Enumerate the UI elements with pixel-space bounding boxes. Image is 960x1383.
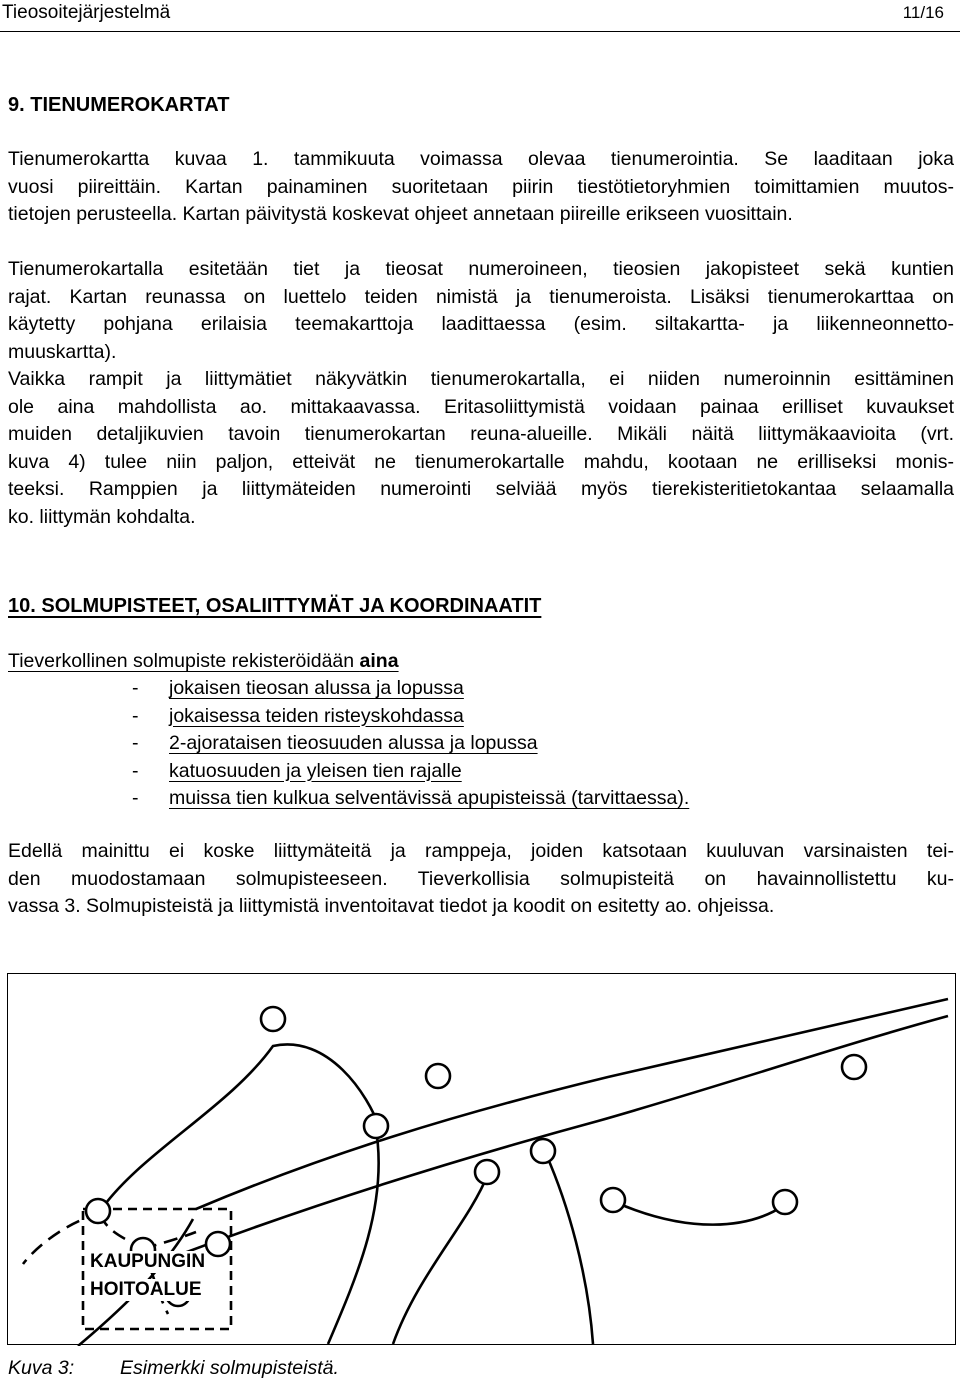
list-item-text: jokaisessa teiden risteyskohdassa bbox=[169, 704, 464, 727]
text-line: den muodostamaan solmupisteeseen. Tieverkollisia solmupisteitä on havainnollistettu ku- bbox=[8, 867, 954, 890]
text-line: käytetty pohjana erilaisia teemakarttoja laadittaessa (esim. siltakartta- ja liikenneonnetto- bbox=[8, 313, 954, 335]
document-title: Tieosoitejärjestelmä bbox=[2, 2, 171, 23]
list-dash: - bbox=[132, 732, 139, 754]
section-10-heading bbox=[8, 595, 541, 618]
figure-label-line-2: HOITOALUE bbox=[90, 1279, 202, 1300]
list-dash: - bbox=[132, 787, 139, 809]
section-9-paragraph-1 bbox=[8, 146, 954, 229]
text-line: Tienumerokartalla esitetään tiet ja tieosat numeroineen, tieosien jakopisteet sekä kuntien bbox=[8, 258, 954, 280]
south-road-3 bbox=[393, 1174, 488, 1344]
main-road-upper bbox=[196, 999, 948, 1209]
text-line: Edellä mainittu ei koske liittymäteitä ja ramppeja, joiden katsotaan kuuluvan varsinaisten tei- bbox=[8, 840, 954, 862]
section-9-heading: 9. TIENUMEROKARTAT bbox=[8, 94, 230, 116]
main-road-lower bbox=[168, 1016, 948, 1259]
node-point-figure bbox=[7, 973, 956, 1345]
text-line: vuosi piireittäin. Kartan painaminen suoritetaan piirin tiestötietoryhmien toimittamien muutos- bbox=[8, 175, 954, 198]
text-line: rajat. Kartan reunassa on luettelo teiden nimistä ja tienumeroista. Lisäksi tienumerokarttaa on bbox=[8, 285, 954, 308]
intro-emphasis: aina bbox=[359, 650, 399, 672]
node-point bbox=[86, 1199, 110, 1223]
text-line: teeksi. Ramppien ja liittymäteiden numerointi selviää myös tierekisteritietokantaa selaamalla bbox=[8, 478, 954, 500]
text-line: ko. liittymän kohdalta. bbox=[8, 505, 196, 528]
south-road-1 bbox=[328, 1129, 379, 1344]
loop-road bbox=[98, 1044, 380, 1214]
header-rule bbox=[0, 31, 960, 32]
node-point bbox=[773, 1190, 797, 1214]
node-point bbox=[842, 1055, 866, 1079]
node-point bbox=[475, 1160, 499, 1184]
text-line: tietojen perusteella. Kartan päivitystä koskevat ohjeet annetaan piireille erikseen vuosittain. bbox=[8, 203, 793, 225]
list-dash: - bbox=[132, 704, 139, 727]
list-item-text: jokaisen tieosan alussa ja lopussa bbox=[169, 677, 464, 699]
list-dash: - bbox=[132, 759, 139, 782]
text-line: muuskartta). bbox=[8, 340, 117, 363]
list-item bbox=[132, 758, 689, 786]
page-number: 11/16 bbox=[902, 3, 944, 22]
text-line: vassa 3. Solmupisteistä ja liittymistä inventoitavat tiedot ja koodit on esitetty ao. ohjeissa. bbox=[8, 895, 775, 917]
node-point bbox=[364, 1114, 388, 1138]
section-10-heading-text: 10. SOLMUPISTEET, OSALIITTYMÄT JA KOORDINAATIT bbox=[8, 595, 542, 617]
list-item-text: 2-ajorataisen tieosuuden alussa ja lopussa bbox=[169, 732, 538, 754]
section-10-paragraph bbox=[8, 838, 954, 921]
node-point-list bbox=[132, 675, 689, 813]
list-item bbox=[132, 785, 689, 813]
text-line: Vaikka rampit ja liittymätiet näkyvätkin tienumerokartalla, ei niiden numeroinnin esittäminen bbox=[8, 368, 954, 390]
section-10-intro bbox=[8, 648, 954, 676]
figure-caption-label: Kuva 3: bbox=[8, 1357, 75, 1379]
south-road-2 bbox=[546, 1154, 593, 1344]
figure-caption-text: Esimerkki solmupisteistä. bbox=[120, 1357, 339, 1379]
list-item-text: muissa tien kulkua selventävissä apupisteissä (tarvittaessa). bbox=[169, 787, 690, 809]
node-point bbox=[601, 1188, 625, 1212]
section-9-paragraph-2 bbox=[8, 256, 954, 531]
figure-label-line-1: KAUPUNGIN bbox=[90, 1251, 206, 1272]
text-line: ole aina mahdollista ao. mittakaavassa. Eritasoliittymistä voidaan painaa erilliset kuvaukset bbox=[8, 395, 954, 418]
list-item bbox=[132, 703, 689, 731]
list-item bbox=[132, 730, 689, 758]
list-item-text: katuosuuden ja yleisen tien rajalle bbox=[169, 759, 462, 782]
page-header bbox=[0, 0, 960, 33]
branch-road bbox=[615, 1202, 783, 1225]
node-point bbox=[206, 1232, 230, 1256]
text-line: Tienumerokartta kuvaa 1. tammikuuta voimassa olevaa tienumerointia. Se laaditaan joka bbox=[8, 148, 954, 170]
intro-text: Tieverkollinen solmupiste rekisteröidään bbox=[8, 650, 360, 672]
text-line: kuva 4) tulee niin paljon, etteivät ne tienumerokartalle mahdu, kootaan ne erilliseksi monis- bbox=[8, 450, 954, 473]
node-point bbox=[426, 1064, 450, 1088]
node-point bbox=[261, 1007, 285, 1031]
text-line: muiden detaljikuvien tavoin tienumerokartan reuna-alueille. Mikäli näitä liittymäkaavioita (vrt. bbox=[8, 423, 954, 445]
node-point bbox=[531, 1139, 555, 1163]
list-item bbox=[132, 675, 689, 703]
list-dash: - bbox=[132, 677, 139, 699]
